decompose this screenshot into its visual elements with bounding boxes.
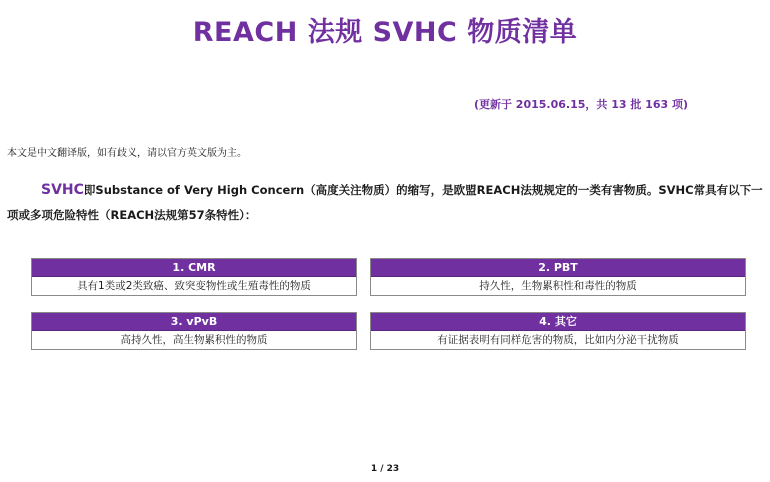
intro-connector: 即 — [83, 183, 96, 197]
category-description: 有证据表明有同样危害的物质，比如内分泌干扰物质 — [437, 334, 679, 346]
category-card-cmr — [31, 258, 357, 296]
document-title: REACH 法规 SVHC 物质清单 — [192, 17, 578, 48]
translation-disclaimer: 本文是中文翻译版，如有歧义，请以官方英文版为主。 — [7, 148, 247, 159]
category-title: 1. CMR — [32, 259, 356, 277]
update-note: (更新于 2015.06.15，共 13 批 163 项) — [473, 98, 688, 111]
intro-english-term: Substance of Very High Concern — [95, 183, 305, 197]
category-description: 高持久性，高生物累积性的物质 — [120, 334, 268, 346]
intro-term: SVHC — [41, 182, 84, 198]
category-title: 4. 其它 — [371, 313, 745, 331]
category-title: 2. PBT — [371, 259, 745, 277]
category-card-other — [370, 312, 746, 350]
intro-paragraph — [7, 178, 765, 228]
intro-indent — [7, 183, 41, 197]
category-description: 具有1类或2类致癌、致突变物性或生殖毒性的物质 — [77, 280, 311, 292]
page-indicator: 1 / 23 — [370, 464, 400, 474]
intro-body: （高度关注物质）的缩写，是欧盟REACH法规规定的一类有害物质。SVHC常具有以下一项或多项危险特性（REACH法规第57条特性）： — [7, 183, 763, 222]
category-card-pbt — [370, 258, 746, 296]
category-description: 持久性，生物累积性和毒性的物质 — [479, 280, 637, 292]
category-title: 3. vPvB — [32, 313, 356, 331]
category-card-vpvb — [31, 312, 357, 350]
